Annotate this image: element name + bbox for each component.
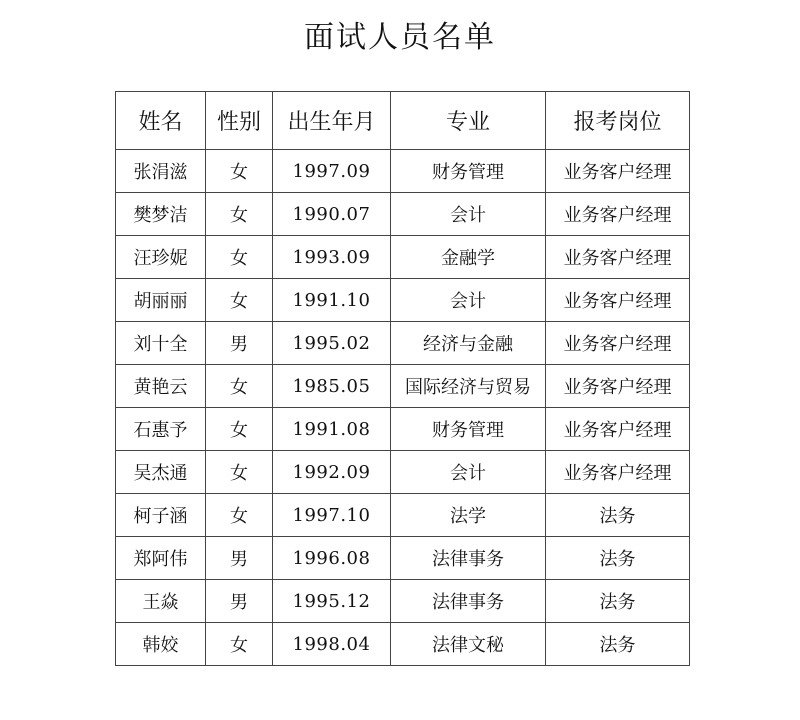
cell-birth: 1991.08 xyxy=(273,408,391,451)
cell-birth: 1995.12 xyxy=(273,580,391,623)
cell-name: 郑阿伟 xyxy=(116,537,206,580)
cell-gender: 女 xyxy=(206,365,273,408)
cell-position: 业务客户经理 xyxy=(546,408,690,451)
table-row xyxy=(116,580,690,623)
cell-position: 业务客户经理 xyxy=(546,150,690,193)
table-row xyxy=(116,537,690,580)
cell-position: 法务 xyxy=(546,537,690,580)
cell-gender: 男 xyxy=(206,580,273,623)
table-row xyxy=(116,236,690,279)
cell-major: 财务管理 xyxy=(391,408,546,451)
cell-birth: 1997.09 xyxy=(273,150,391,193)
cell-name: 王焱 xyxy=(116,580,206,623)
cell-position: 业务客户经理 xyxy=(546,193,690,236)
cell-birth: 1990.07 xyxy=(273,193,391,236)
cell-gender: 女 xyxy=(206,408,273,451)
cell-position: 业务客户经理 xyxy=(546,236,690,279)
table-row xyxy=(116,193,690,236)
table-row xyxy=(116,408,690,451)
cell-position: 法务 xyxy=(546,494,690,537)
cell-gender: 男 xyxy=(206,322,273,365)
applicant-table xyxy=(115,91,690,666)
cell-gender: 女 xyxy=(206,279,273,322)
cell-major: 国际经济与贸易 xyxy=(391,365,546,408)
header-gender: 性别 xyxy=(206,92,273,150)
cell-birth: 1995.02 xyxy=(273,322,391,365)
cell-major: 法律事务 xyxy=(391,580,546,623)
cell-birth: 1998.04 xyxy=(273,623,391,666)
table-row xyxy=(116,365,690,408)
cell-gender: 男 xyxy=(206,537,273,580)
cell-birth: 1996.08 xyxy=(273,537,391,580)
header-name: 姓名 xyxy=(116,92,206,150)
cell-gender: 女 xyxy=(206,494,273,537)
cell-major: 金融学 xyxy=(391,236,546,279)
cell-name: 樊梦洁 xyxy=(116,193,206,236)
cell-name: 韩姣 xyxy=(116,623,206,666)
cell-position: 业务客户经理 xyxy=(546,279,690,322)
table-row xyxy=(116,322,690,365)
cell-gender: 女 xyxy=(206,150,273,193)
header-major: 专业 xyxy=(391,92,546,150)
cell-birth: 1992.09 xyxy=(273,451,391,494)
cell-major: 经济与金融 xyxy=(391,322,546,365)
cell-name: 汪珍妮 xyxy=(116,236,206,279)
cell-major: 法律文秘 xyxy=(391,623,546,666)
cell-position: 业务客户经理 xyxy=(546,365,690,408)
cell-major: 会计 xyxy=(391,193,546,236)
cell-name: 柯子涵 xyxy=(116,494,206,537)
table-row xyxy=(116,494,690,537)
table-row xyxy=(116,451,690,494)
cell-birth: 1993.09 xyxy=(273,236,391,279)
cell-major: 法律事务 xyxy=(391,537,546,580)
cell-name: 吴杰通 xyxy=(116,451,206,494)
table-body xyxy=(116,150,690,666)
cell-major: 会计 xyxy=(391,451,546,494)
cell-birth: 1997.10 xyxy=(273,494,391,537)
cell-name: 刘十全 xyxy=(116,322,206,365)
cell-name: 石惠予 xyxy=(116,408,206,451)
cell-major: 法学 xyxy=(391,494,546,537)
cell-name: 黄艳云 xyxy=(116,365,206,408)
header-position: 报考岗位 xyxy=(546,92,690,150)
page-title: 面试人员名单 xyxy=(304,20,496,55)
cell-position: 业务客户经理 xyxy=(546,322,690,365)
cell-major: 会计 xyxy=(391,279,546,322)
cell-birth: 1985.05 xyxy=(273,365,391,408)
table-row xyxy=(116,279,690,322)
cell-birth: 1991.10 xyxy=(273,279,391,322)
cell-major: 财务管理 xyxy=(391,150,546,193)
table-header-row xyxy=(116,92,690,150)
table-row xyxy=(116,150,690,193)
cell-gender: 女 xyxy=(206,193,273,236)
cell-name: 张涓滋 xyxy=(116,150,206,193)
header-birth: 出生年月 xyxy=(273,92,391,150)
cell-position: 业务客户经理 xyxy=(546,451,690,494)
cell-name: 胡丽丽 xyxy=(116,279,206,322)
cell-gender: 女 xyxy=(206,451,273,494)
cell-gender: 女 xyxy=(206,623,273,666)
cell-position: 法务 xyxy=(546,580,690,623)
table-row xyxy=(116,623,690,666)
cell-position: 法务 xyxy=(546,623,690,666)
cell-gender: 女 xyxy=(206,236,273,279)
